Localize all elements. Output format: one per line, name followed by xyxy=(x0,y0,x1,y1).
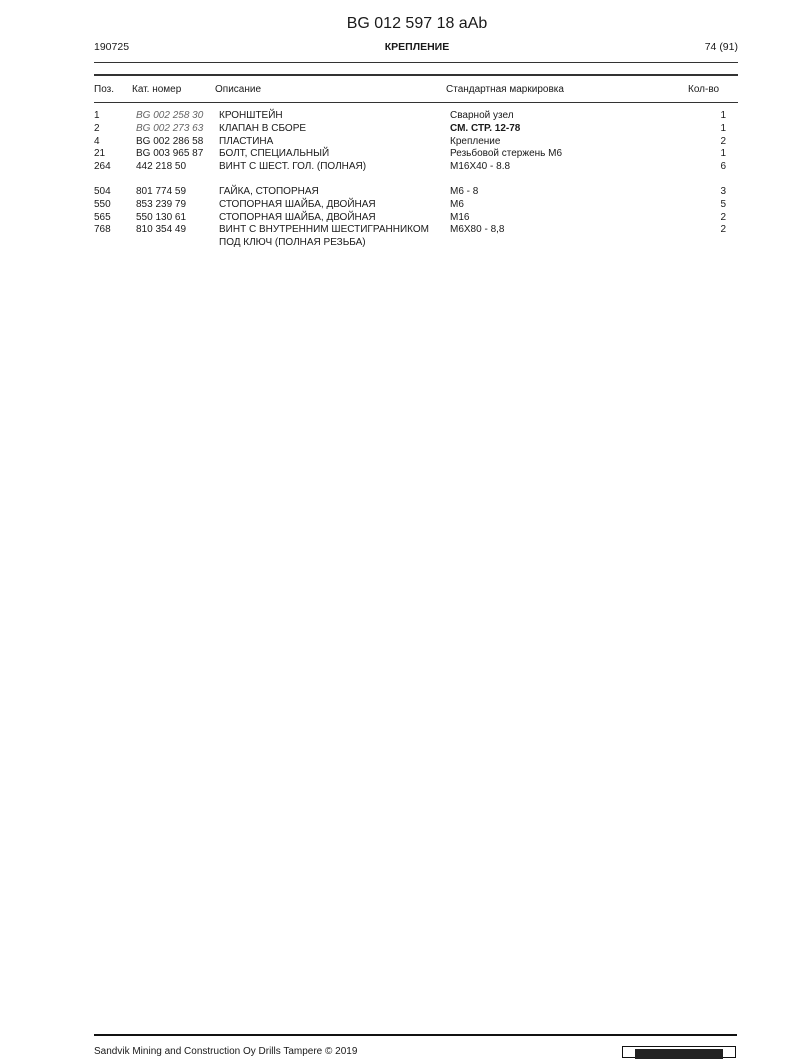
cell-qty: 1 xyxy=(720,110,726,121)
footer-copyright: Sandvik Mining and Construction Oy Drills Tampere © 2019 xyxy=(94,1046,358,1057)
table-row xyxy=(0,186,794,199)
cell-mark: M6 - 8 xyxy=(450,185,479,197)
column-rule xyxy=(94,102,738,103)
brand-logo-mark xyxy=(635,1049,723,1059)
cell-cat-link[interactable]: BG 002 273 63 xyxy=(136,122,204,134)
cell-desc: ПОД КЛЮЧ (ПОЛНАЯ РЕЗЬБА) xyxy=(219,237,366,249)
page-number: 74 (91) xyxy=(704,41,738,53)
cell-cat: BG 003 965 87 xyxy=(136,148,204,160)
cell-qty: 2 xyxy=(720,135,726,147)
table-row xyxy=(0,123,794,136)
cell-pos: 2 xyxy=(94,122,100,134)
col-qty: Кол-во xyxy=(688,84,720,95)
cell-qty: 1 xyxy=(720,148,726,160)
cell-cat: 801 774 59 xyxy=(136,185,187,197)
cell-desc: ПЛАСТИНА xyxy=(219,135,274,147)
cell-cat: 853 239 79 xyxy=(136,198,187,210)
cell-mark: M16X40 - 8.8 xyxy=(450,161,511,173)
table-row xyxy=(0,224,794,237)
table-row-continuation xyxy=(0,237,794,250)
cell-pos: 565 xyxy=(94,211,111,223)
cell-pos: 1 xyxy=(94,110,100,121)
cell-cat: 810 354 49 xyxy=(136,224,187,236)
cell-pos: 4 xyxy=(94,135,100,147)
cell-desc: ВИНТ С ВНУТРЕННИМ ШЕСТИГРАННИКОМ xyxy=(219,224,429,236)
cell-cat: BG 002 286 58 xyxy=(136,135,204,147)
cell-qty: 5 xyxy=(720,198,726,210)
brand-logo xyxy=(622,1046,736,1058)
table-row xyxy=(0,148,794,161)
col-mark: Стандартная маркировка xyxy=(446,84,564,95)
cell-pos: 550 xyxy=(94,198,111,210)
cell-desc: БОЛТ, СПЕЦИАЛЬНЫЙ xyxy=(219,148,330,160)
cell-mark: Сварной узел xyxy=(450,110,514,121)
cell-desc: СТОПОРНАЯ ШАЙБА, ДВОЙНАЯ xyxy=(219,198,376,210)
cell-cat-link[interactable]: BG 002 258 30 xyxy=(136,110,204,121)
cell-pos: 264 xyxy=(94,161,111,173)
cell-desc: КРОНШТЕЙН xyxy=(219,110,283,121)
cell-desc: СТОПОРНАЯ ШАЙБА, ДВОЙНАЯ xyxy=(219,211,376,223)
table-row xyxy=(0,212,794,225)
cell-cat: 550 130 61 xyxy=(136,211,187,223)
date-label: 190725 xyxy=(94,41,130,53)
col-cat: Кат. номер xyxy=(132,84,182,95)
table-row xyxy=(0,199,794,212)
cell-qty: 1 xyxy=(720,122,726,134)
cell-mark: M16 xyxy=(450,211,470,223)
section-title: КРЕПЛЕНИЕ xyxy=(384,41,450,53)
cell-mark: Крепление xyxy=(450,135,501,147)
cell-qty: 2 xyxy=(720,211,726,223)
cell-desc: ВИНТ С ШЕСТ. ГОЛ. (ПОЛНАЯ) xyxy=(219,161,367,173)
header-rule-thick xyxy=(94,74,738,76)
cell-pos: 21 xyxy=(94,148,106,160)
col-pos: Поз. xyxy=(94,84,114,95)
cell-mark-link[interactable]: СМ. СТР. 12-78 xyxy=(450,122,521,134)
cell-qty: 6 xyxy=(720,161,726,173)
cell-mark: Резьбовой стержень M6 xyxy=(450,148,563,160)
table-row xyxy=(0,136,794,149)
parts-table xyxy=(0,110,794,250)
cell-mark: M6 xyxy=(450,198,464,210)
cell-mark: M6X80 - 8,8 xyxy=(450,224,505,236)
doc-id: BG 012 597 18 aAb xyxy=(346,15,488,32)
cell-pos: 504 xyxy=(94,185,111,197)
header-rule xyxy=(94,62,738,63)
cell-cat: 442 218 50 xyxy=(136,161,187,173)
cell-pos: 768 xyxy=(94,224,111,236)
cell-qty: 2 xyxy=(720,224,726,236)
col-desc: Описание xyxy=(215,84,262,95)
table-row xyxy=(0,161,794,174)
cell-desc: ГАЙКА, СТОПОРНАЯ xyxy=(219,185,319,197)
cell-qty: 3 xyxy=(720,185,726,197)
cell-desc: КЛАПАН В СБОРЕ xyxy=(219,122,307,134)
table-row xyxy=(0,110,794,123)
footer-rule xyxy=(94,1034,737,1036)
